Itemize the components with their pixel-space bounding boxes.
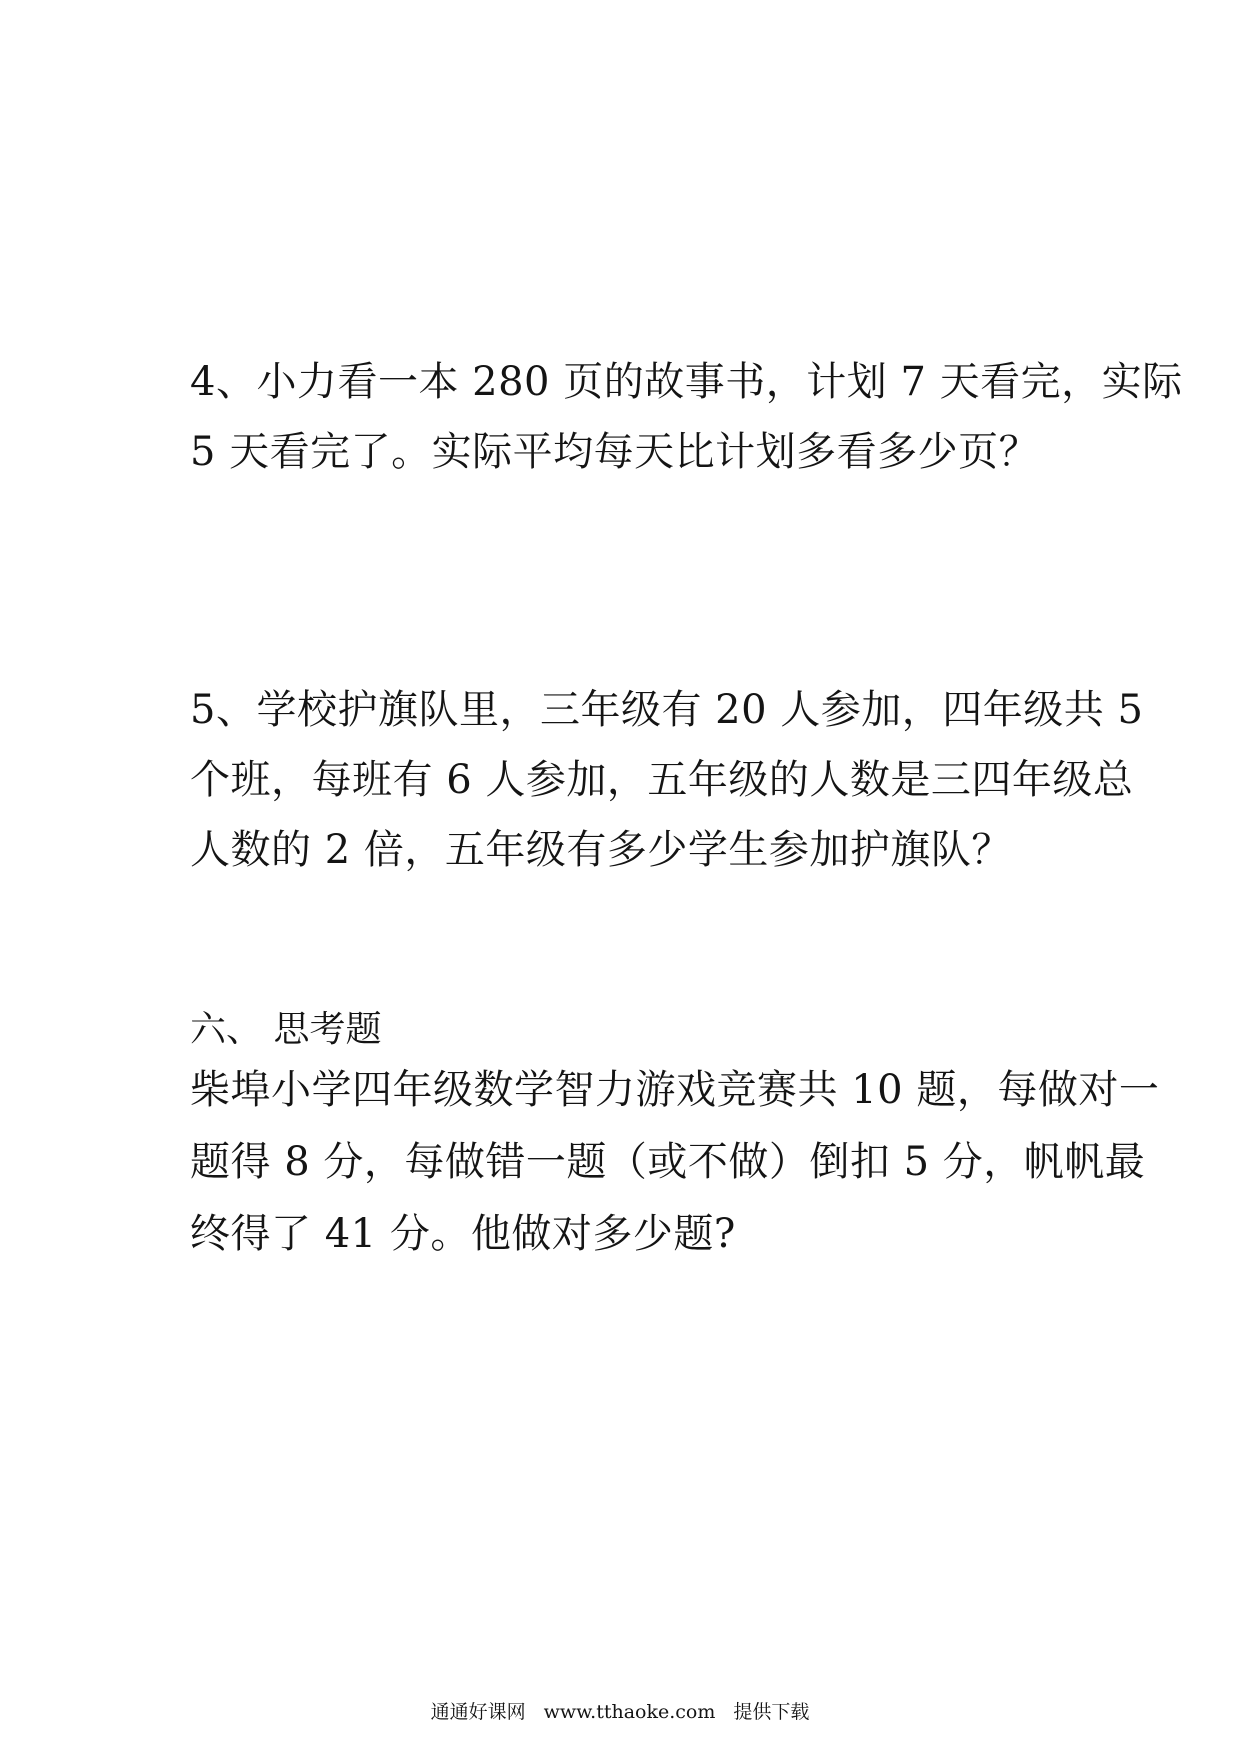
footer-site-name: 通通好课网 [430,1701,526,1723]
section-6-line-1: 柴埠小学四年级数学智力游戏竞赛共 10 题，每做对一 [190,1067,1160,1113]
question-5-line-3: 人数的 2 倍，五年级有多少学生参加护旗队？ [190,827,1012,873]
question-5-line-1: 5、学校护旗队里，三年级有 20 人参加，四年级共 5 [190,687,1144,733]
section-6-heading: 六、 思考题 [190,1009,382,1050]
section-6-line-2: 题得 8 分，每做错一题（或不做）倒扣 5 分，帆帆最 [190,1139,1146,1185]
footer-suffix: 提供下载 [733,1701,810,1723]
question-5-line-2: 个班，每班有 6 人参加，五年级的人数是三四年级总 [190,757,1134,803]
question-4-line-1: 4、小力看一本 280 页的故事书，计划 7 天看完，实际 [190,359,1183,405]
page-footer [0,1700,1240,1724]
section-6-line-3: 终得了 41 分。他做对多少题? [190,1211,736,1257]
footer-url: www.tthaoke.com [543,1701,716,1723]
question-4-line-2: 5 天看完了。实际平均每天比计划多看多少页？ [190,429,1040,475]
